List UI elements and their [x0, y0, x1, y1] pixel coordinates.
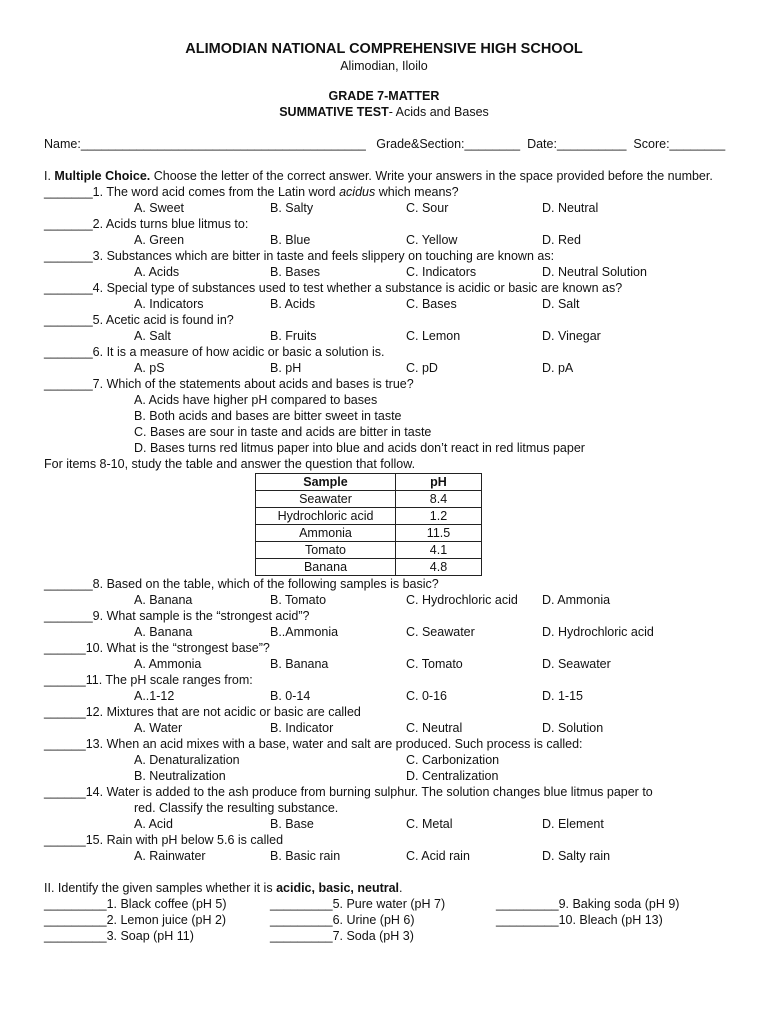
question-stem	[44, 376, 724, 392]
option: D. Red	[542, 233, 581, 247]
table-row	[256, 542, 482, 559]
options-row	[44, 328, 724, 344]
table-row	[256, 525, 482, 542]
option: C. Acid rain	[406, 849, 470, 863]
question-stem	[44, 216, 724, 232]
question-text: It is a measure of how acidic or basic a solution is.	[103, 345, 385, 359]
options-row	[44, 264, 724, 280]
table-row	[256, 491, 482, 508]
identify-item: _________7. Soda (pH 3)	[270, 929, 414, 943]
part1-instructions: I. Multiple Choice. Choose the letter of the correct answer. Write your answers in the space provided before the number.	[44, 169, 713, 183]
options-row	[44, 232, 724, 248]
option: A. Water	[134, 721, 183, 735]
option: B. 0-14	[270, 689, 311, 703]
question-stem	[44, 672, 724, 688]
question-continuation: red. Classify the resulting substance.	[134, 801, 339, 815]
option: D. Neutral	[542, 201, 599, 215]
option: C. Bases are sour in taste and acids are bitter in taste	[134, 425, 432, 439]
identify-item: _________6. Urine (pH 6)	[270, 913, 415, 927]
table-intro: For items 8-10, study the table and answer the question that follow.	[44, 457, 416, 471]
option: C. Sour	[406, 201, 449, 215]
options-row	[44, 624, 724, 640]
option: B. Both acids and bases are bitter sweet in taste	[134, 409, 402, 423]
test-title: SUMMATIVE TEST- Acids and Bases	[279, 105, 489, 119]
table-cell: Banana	[256, 559, 396, 576]
option: A. Sweet	[134, 201, 185, 215]
question-number: 15.	[85, 833, 104, 847]
options-row	[44, 816, 724, 832]
table-cell: Tomato	[256, 542, 396, 559]
question-stem	[44, 608, 724, 624]
table-cell: 11.5	[396, 525, 482, 542]
question-text: Substances which are bitter in taste and feels slippery on touching are known as:	[103, 249, 555, 263]
question-stem	[44, 832, 724, 848]
question-stem	[44, 736, 724, 752]
option: A. Banana	[134, 593, 193, 607]
question-text: What sample is the “strongest acid”?	[103, 609, 310, 623]
table-cell: Hydrochloric acid	[256, 508, 396, 525]
option: A. Indicators	[134, 297, 204, 311]
option: D. Solution	[542, 721, 604, 735]
question-stem	[44, 344, 724, 360]
table-cell: 8.4	[396, 491, 482, 508]
option: A..1-12	[134, 689, 175, 703]
options-row	[44, 656, 724, 672]
option: D. Centralization	[406, 769, 499, 783]
question-stem	[44, 704, 724, 720]
student-info-line: Name:_________________________________________ Grade&Section:________ Date:__________ Score:________	[44, 137, 726, 151]
answer-blank: _______	[44, 609, 93, 623]
ph-table	[255, 473, 482, 576]
option: C. 0-16	[406, 689, 447, 703]
ph-table-col-ph: pH	[396, 474, 482, 491]
option: A. Green	[134, 233, 185, 247]
question-text: Special type of substances used to test whether a substance is acidic or basic are known as?	[103, 281, 623, 295]
option: C. Metal	[406, 817, 453, 831]
options-row	[44, 848, 724, 864]
option: D. Salty rain	[542, 849, 611, 863]
answer-blank: _______	[44, 185, 93, 199]
question-text: Mixtures that are not acidic or basic are called	[103, 705, 361, 719]
question-number: 12.	[85, 705, 104, 719]
question-stem	[44, 280, 724, 296]
option: A. Denaturalization	[134, 753, 240, 767]
option: C. Neutral	[406, 721, 463, 735]
option: B..Ammonia	[270, 625, 339, 639]
question-text-end: which means?	[375, 185, 459, 199]
question-number: 4.	[92, 281, 104, 295]
question-number: 13.	[85, 737, 104, 751]
option: D. pA	[542, 361, 574, 375]
question-number: 9.	[92, 609, 104, 623]
answer-blank: ______	[44, 737, 86, 751]
question-text: The pH scale ranges from:	[102, 673, 253, 687]
question-stem	[44, 184, 724, 200]
identify-item: _________5. Pure water (pH 7)	[270, 897, 446, 911]
option: D. Salt	[542, 297, 580, 311]
answer-blank: _______	[44, 345, 93, 359]
option: A. Acids have higher pH compared to bases	[134, 393, 378, 407]
question-italic-term: acidus	[339, 185, 376, 199]
answer-blank: _______	[44, 577, 93, 591]
question-number: 2.	[92, 217, 104, 231]
question-text: Based on the table, which of the following samples is basic?	[103, 577, 439, 591]
answer-blank: _______	[44, 217, 93, 231]
option: B. Neutralization	[134, 769, 226, 783]
option: A. Rainwater	[134, 849, 206, 863]
option: B. Basic rain	[270, 849, 341, 863]
option: C. Lemon	[406, 329, 461, 343]
identify-items	[44, 896, 724, 944]
options-row	[44, 200, 724, 216]
option: D. Seawater	[542, 657, 611, 671]
option: B. Acids	[270, 297, 316, 311]
question-stem	[44, 784, 724, 800]
option: A. Banana	[134, 625, 193, 639]
question-number: 10.	[85, 641, 104, 655]
answer-blank: ______	[44, 673, 86, 687]
answer-blank: ______	[44, 833, 86, 847]
options-row	[44, 296, 724, 312]
question-list-2	[44, 576, 724, 864]
option: B. Base	[270, 817, 314, 831]
question-stem	[44, 248, 724, 264]
school-name: ALIMODIAN NATIONAL COMPREHENSIVE HIGH SCHOOL	[185, 41, 583, 57]
ph-table-header	[256, 474, 482, 491]
options-row	[44, 752, 724, 768]
identify-item: _________3. Soap (pH 11)	[44, 929, 194, 943]
school-town: Alimodian, Iloilo	[340, 59, 428, 73]
option: A. pS	[134, 361, 165, 375]
ph-table-col-sample: Sample	[256, 474, 396, 491]
option: C. Indicators	[406, 265, 477, 279]
part2-instructions: II. Identify the given samples whether it is acidic, basic, neutral.	[44, 881, 403, 895]
table-cell: Seawater	[256, 491, 396, 508]
question-number: 14.	[85, 785, 104, 799]
options-row	[44, 720, 724, 736]
option: B. pH	[270, 361, 302, 375]
option: C. Carbonization	[406, 753, 500, 767]
option: B. Salty	[270, 201, 314, 215]
options-row	[44, 688, 724, 704]
question-number: 8.	[92, 577, 104, 591]
question-text: Acids turns blue litmus to:	[103, 217, 249, 231]
option: B. Fruits	[270, 329, 317, 343]
question-text: Rain with pH below 5.6 is called	[103, 833, 284, 847]
question-number: 1.	[92, 185, 104, 199]
table-cell: 1.2	[396, 508, 482, 525]
answer-blank: _______	[44, 249, 93, 263]
option: A. Acid	[134, 817, 173, 831]
question-text: Acetic acid is found in?	[103, 313, 234, 327]
option: C. Hydrochloric acid	[406, 593, 518, 607]
option: C. Bases	[406, 297, 457, 311]
option: D. Element	[542, 817, 604, 831]
answer-blank: ______	[44, 785, 86, 799]
question-text: When an acid mixes with a base, water and salt are produced. Such process is called:	[103, 737, 583, 751]
option: D. 1-15	[542, 689, 583, 703]
answer-blank: _______	[44, 313, 93, 327]
grade-title: GRADE 7-MATTER	[328, 89, 440, 103]
option: C. Yellow	[406, 233, 458, 247]
option: B. Bases	[270, 265, 321, 279]
options-row	[44, 592, 724, 608]
option: B. Banana	[270, 657, 329, 671]
option: C. pD	[406, 361, 438, 375]
option: D. Neutral Solution	[542, 265, 647, 279]
answer-blank: _______	[44, 281, 93, 295]
question-stem	[44, 640, 724, 656]
option: A. Ammonia	[134, 657, 202, 671]
table-row	[256, 508, 482, 525]
option: A. Acids	[134, 265, 180, 279]
question-text: The word acid comes from the Latin word	[103, 185, 340, 199]
question-number: 7.	[92, 377, 104, 391]
option: D. Vinegar	[542, 329, 601, 343]
table-cell: Ammonia	[256, 525, 396, 542]
answer-blank: ______	[44, 705, 86, 719]
identify-item: _________1. Black coffee (pH 5)	[44, 897, 227, 911]
option: D. Bases turns red litmus paper into blue and acids don’t react in red litmus paper	[134, 441, 585, 455]
options-row	[44, 360, 724, 376]
option: D. Ammonia	[542, 593, 611, 607]
question-number: 6.	[92, 345, 104, 359]
option: B. Blue	[270, 233, 311, 247]
identify-item: _________10. Bleach (pH 13)	[496, 913, 663, 927]
question-stem	[44, 312, 724, 328]
option: A. Salt	[134, 329, 171, 343]
question-list-1	[44, 184, 724, 456]
option: C. Seawater	[406, 625, 475, 639]
question-stem	[44, 576, 724, 592]
identify-item: _________2. Lemon juice (pH 2)	[44, 913, 227, 927]
question-text: What is the “strongest base”?	[103, 641, 270, 655]
option: B. Indicator	[270, 721, 334, 735]
options-row	[44, 768, 724, 784]
question-number: 3.	[92, 249, 104, 263]
question-number: 11.	[85, 673, 103, 687]
question-number: 5.	[92, 313, 104, 327]
table-cell: 4.1	[396, 542, 482, 559]
table-row	[256, 559, 482, 576]
question-text: Water is added to the ash produce from burning sulphur. The solution changes blue litmus paper to	[103, 785, 653, 799]
question-text: Which of the statements about acids and bases is true?	[103, 377, 414, 391]
answer-blank: ______	[44, 641, 86, 655]
table-cell: 4.8	[396, 559, 482, 576]
option: B. Tomato	[270, 593, 327, 607]
identify-item: _________9. Baking soda (pH 9)	[496, 897, 680, 911]
answer-blank: _______	[44, 377, 93, 391]
option: C. Tomato	[406, 657, 463, 671]
option: D. Hydrochloric acid	[542, 625, 654, 639]
